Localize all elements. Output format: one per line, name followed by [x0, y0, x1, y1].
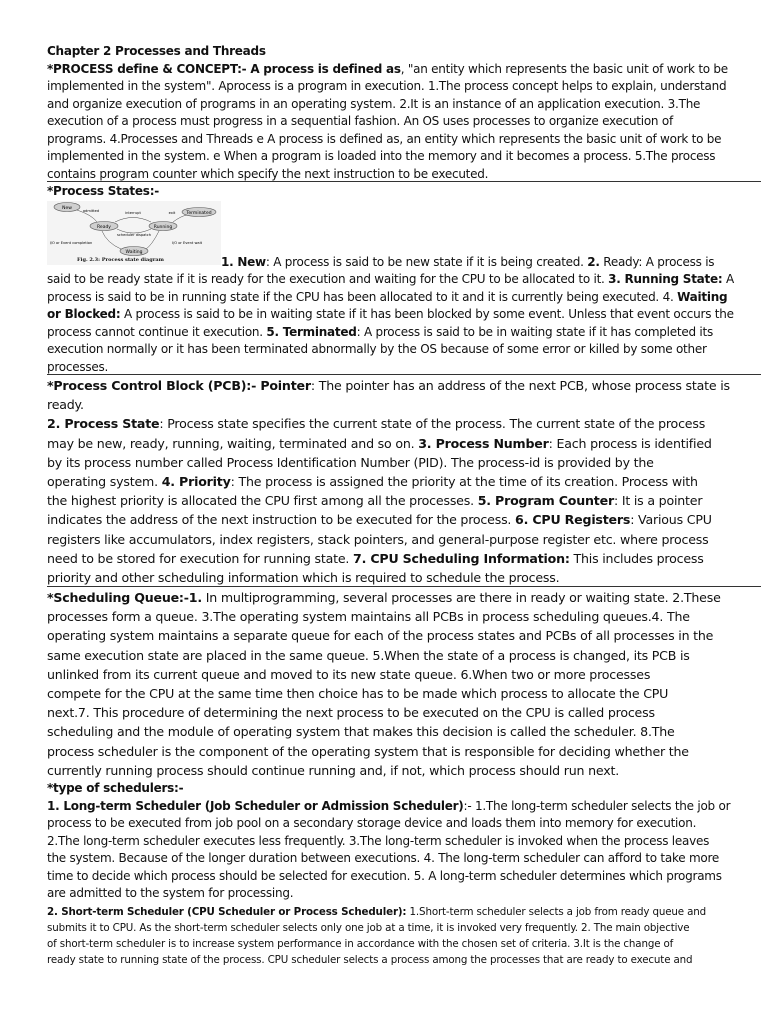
- process-states-heading: *Process States:-: [47, 184, 159, 198]
- process-state-diagram: [47, 201, 221, 265]
- process-states-line: said to be ready state if it is ready for the execution and waiting for the CPU to be allocated to it. 3. Running State: A: [47, 272, 734, 286]
- svg-text:interrupt: interrupt: [125, 211, 141, 215]
- svg-text:New: New: [62, 206, 72, 211]
- process-concept-line: implemented in the system. e When a program is loaded into the memory and it becomes a process. 5.The process: [47, 149, 716, 163]
- process-states-line: process cannot continue it execution. 5. Terminated: A process is said to be in waiting state if it has completed its: [47, 324, 713, 339]
- svg-text:I/O or Event wait: I/O or Event wait: [171, 241, 203, 245]
- svg-text:Ready: Ready: [97, 225, 111, 230]
- process-states-line: execution normally or it has been terminated abnormally by the OS because of some error or killed by some other: [47, 342, 707, 356]
- process-states-line: or Blocked: A process is said to be in waiting state if it has been blocked by some event. Unless that event occurs the: [47, 307, 734, 321]
- pcb-line: ready.: [47, 397, 84, 413]
- pcb-line: the highest priority is allocated the CPU first among all the processes. 5. Program Counter: It is a pointer: [47, 493, 703, 509]
- pcb-section: [47, 376, 730, 587]
- process-concept-line: contains program counter which specify the next instruction to be executed.: [47, 166, 489, 181]
- svg-text:Waiting: Waiting: [125, 250, 143, 255]
- long-term-scheduler-line: the system. Because of the longer duration between executions. 4. The long-term scheduler can afford to take more: [47, 851, 720, 865]
- scheduling-queue-line: scheduling and the module of operating system that makes this decision is called the scheduler. 8.The: [47, 724, 675, 740]
- process-concept-line: programs. 4.Processes and Threads e A process is defined as, an entity which represents the basic unit of work to be: [47, 131, 722, 146]
- svg-text:exit: exit: [168, 211, 176, 215]
- schedulers-heading: *type of schedulers:-: [47, 781, 184, 795]
- long-term-scheduler-line: are admitted to the system for processing.: [47, 886, 294, 900]
- scheduling-queue-line: same execution state are placed in the same queue. 5.When the state of a process is changed, its PCB is: [47, 647, 690, 663]
- scheduling-queue-line: process scheduler is the component of the operating system that is responsible for deciding whether the: [47, 743, 689, 759]
- long-term-scheduler-line: 1. Long-term Scheduler (Job Scheduler or Admission Scheduler):- 1.The long-term scheduler selects the job or: [47, 798, 731, 813]
- process-states-line: 1. New: A process is said to be new state if it is being created. 2. Ready: A process is: [221, 255, 715, 269]
- long-term-scheduler-line: process to be executed from job pool on a secondary storage device and loads them into memory for execution.: [47, 816, 697, 830]
- pcb-line: may be new, ready, running, waiting, terminated and so on. 3. Process Number: Each process is identified: [47, 435, 712, 451]
- pcb-line: *Process Control Block (PCB):- Pointer: The pointer has an address of the next PCB, whose process state is: [47, 378, 730, 393]
- long-term-scheduler-line: 2.The long-term scheduler executes less frequently. 3.The long-term scheduler is invoked when the process leaves: [47, 833, 710, 848]
- schedulers-section: [47, 780, 731, 968]
- pcb-line: indicates the address of the next instruction to be executed for the process. 6. CPU Registers: Various CPU: [47, 512, 712, 528]
- short-term-scheduler-line: ready state to running state of the process. CPU scheduler selects a process among the processes that are ready to execute and: [47, 953, 693, 966]
- scheduling-queue-line: unlinked from its current queue and moved to its new state queue. 6.When two or more processes: [47, 666, 651, 682]
- process-states-body: [47, 271, 734, 376]
- process-concept-line: *PROCESS define & CONCEPT:- A process is defined as, "an entity which represents the basic unit of work to be: [47, 61, 728, 76]
- long-term-scheduler-line: time to decide which process should be selected for execution. 5. A long-term scheduler determines which programs: [47, 868, 722, 883]
- process-concept-line: execution of a process must progress in a sequential fashion. An OS uses processes to organize execution of: [47, 114, 673, 128]
- svg-text:Terminated: Terminated: [186, 211, 212, 216]
- svg-text:I/O or Event completion: I/O or Event completion: [49, 241, 93, 245]
- pcb-line: registers like accumulators, index registers, stack pointers, and general-purpose register etc. where process: [47, 531, 709, 547]
- short-term-scheduler-line: submits it to CPU. As the short-term scheduler selects only one job at a time, it is invoked very frequently. 2. The main objective: [47, 921, 690, 934]
- process-concept-section: [47, 43, 728, 183]
- section-divider: [47, 586, 761, 587]
- pcb-line: 2. Process State: Process state specifies the current state of the process. The current state of the process: [47, 416, 706, 432]
- scheduling-queue-line: currently running process should continue running and, if not, which process should run next.: [47, 762, 620, 778]
- process-states-section: [47, 183, 723, 201]
- process-concept-line: and organize execution of programs in an operating system. 2.It is an instance of an application execution. 3.The: [47, 96, 701, 111]
- svg-text:Running: Running: [153, 225, 173, 230]
- process-states-line: processes.: [47, 359, 109, 374]
- process-states-line: process is said to be in running state if the CPU has been allocated to it and it is currently being executed. 4. Waiting: [47, 289, 728, 304]
- short-term-scheduler-line: 2. Short-term Scheduler (CPU Scheduler or Process Scheduler): 1.Short-term scheduler selects a job from ready queue and: [47, 905, 707, 918]
- process-states-first-line: [221, 254, 714, 272]
- scheduling-queue-line: operating system maintains a separate queue for each of the process states and PCBs of all processes in the: [47, 628, 714, 644]
- scheduling-queue-line: processes form a queue. 3.The operating system maintains all PCBs in process scheduling queues.4. The: [47, 609, 690, 625]
- pcb-line: by its process number called Process Identification Number (PID). The process-id is provided by the: [47, 454, 654, 470]
- section-divider: [47, 374, 761, 375]
- section-divider: [47, 181, 761, 182]
- svg-text:admitted: admitted: [82, 209, 100, 213]
- scheduling-queue-line: next.7. This procedure of determining the next process to be executed on the CPU is called process: [47, 705, 655, 721]
- scheduling-queue-line: compete for the CPU at the same time then choice has to be made which process to allocate the CPU: [47, 686, 669, 702]
- process-concept-line: implemented in the system". Aprocess is a program in execution. 1.The process concept helps to explain, understand: [47, 79, 727, 93]
- pcb-line: priority and other scheduling information which is required to schedule the process.: [47, 570, 560, 586]
- svg-text:scheduler dispatch: scheduler dispatch: [116, 233, 152, 237]
- figure-caption: Fig. 2.3: Process state diagram: [77, 257, 164, 263]
- pcb-line: need to be stored for execution for running state. 7. CPU Scheduling Information: This includes process: [47, 550, 704, 566]
- chapter-title: Chapter 2 Processes and Threads: [47, 44, 266, 58]
- scheduling-queue-line: *Scheduling Queue:-1. In multiprogramming, several processes are there in ready or waiting state. 2.These: [47, 590, 721, 605]
- pcb-line: operating system. 4. Priority: The process is assigned the priority at the time of its creation. Process with: [47, 474, 698, 490]
- short-term-scheduler-line: of short-term scheduler is to increase system performance in accordance with the chosen set of criteria. 3.It is the change of: [47, 937, 674, 950]
- scheduling-queue-section: [47, 588, 723, 780]
